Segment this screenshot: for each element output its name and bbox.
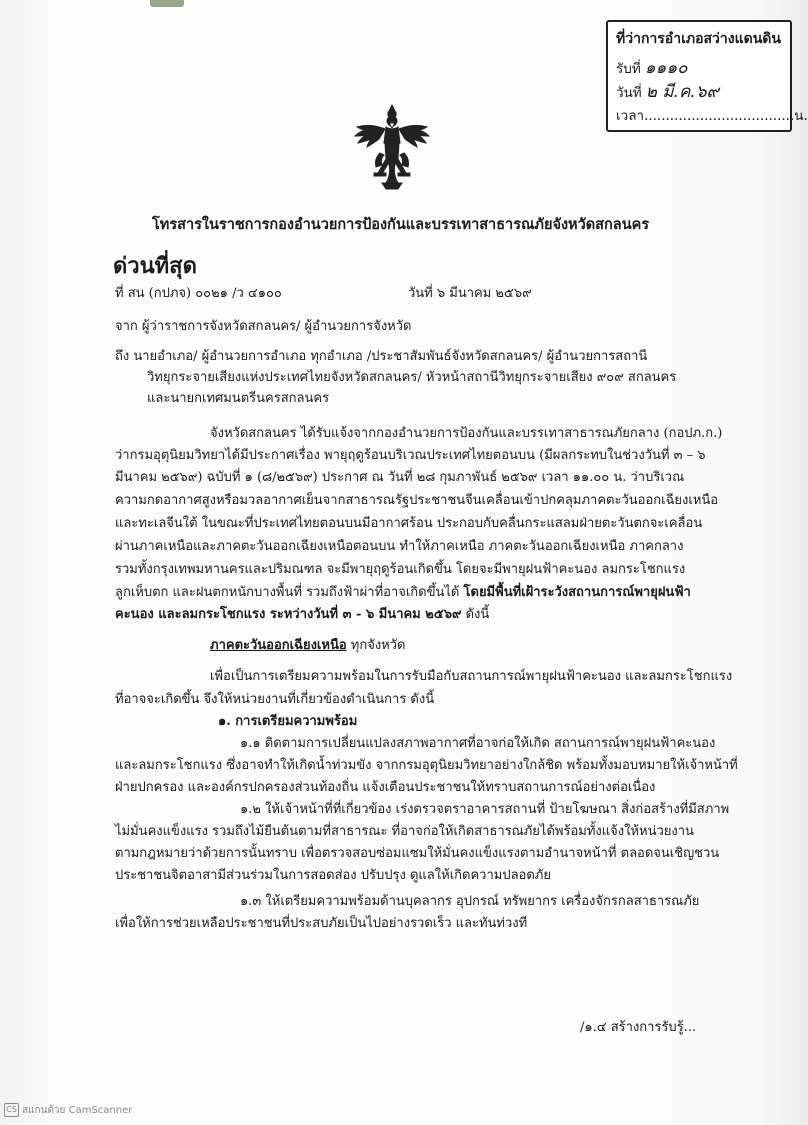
paragraph-1-line-8 [115,585,691,601]
stamp-received-row [616,54,687,81]
paragraph-1-line-7: รวมทั้งกรุงเทพมหานครและปริมณฑล จะมีพายุฤดูร้อนเกิดขึ้น โดยจะมีพายุฝนฟ้าคะนอง ลมกระโชกแรง [115,562,686,577]
paragraph-2-line-2: ที่อาจจะเกิดขึ้น จึงให้หน่วยงานที่เกี่ยวข้องดำเนินการ ดังนี้ [115,692,435,707]
paragraph-1-line-6: ผ่านภาคเหนือและภาคตะวันออกเฉียงเหนือตอนบน ทำให้ภาคเหนือ ภาคตะวันออกเฉียงเหนือ ภาคกลาง [115,539,684,554]
stamp-time-dots: ................................... [644,108,795,124]
stamp-time-label: เวลา [616,108,645,124]
to-line-3: และนายกเทศมนตรีนครสกลนคร [147,391,330,406]
garuda-emblem [352,103,432,193]
paragraph-2-line-1: เพื่อเป็นการเตรียมความพร้อมในการรับมือกับสถานการณ์พายุฝนฟ้าคะนอง และลมกระโชกแรง [210,669,733,684]
stamp-date-row [616,78,719,105]
document-date: วันที่ ๖ มีนาคม ๒๕๖๙ [408,286,532,301]
stamp-title: ที่ว่าการอำเภอสว่างแดนดิน [616,31,781,47]
region-heading-label: ภาคตะวันออกเฉียงเหนือ [210,638,347,653]
page-continuation: /๑.๔ สร้างการรับรู้... [580,1020,697,1035]
camscanner-logo-icon: CS [4,1103,19,1117]
to-line-2: วิทยุกระจายเสียงแห่งประเทศไทยจังหวัดสกลนคร/ หัวหน้าสถานีวิทยุกระจายเสียง ๙๐๙ สกลนคร [147,370,677,385]
paragraph-1-line-9-text: ดังนี้ [461,607,490,622]
scanner-watermark [4,1103,132,1118]
item-1-2-line-1: ๑.๒ ให้เจ้าหน้าที่ที่เกี่ยวข้อง เร่งตรวจตราอาคารสถานที่ ป้ายโฆษณา สิ่งก่อสร้างที่มีสภาพ [240,802,730,817]
section-1-heading: ๑. การเตรียมความพร้อม [218,714,358,729]
paragraph-1-line-8-bold: โดยมีพื้นที่เฝ้าระวังสถานการณ์พายุฝนฟ้า [463,585,691,600]
paragraph-1-line-9 [115,607,489,623]
region-heading [210,638,406,654]
paragraph-1-line-3: มีนาคม ๒๕๖๙) ฉบับที่ ๑ (๘/๒๕๖๙) ประกาศ ณ วันที่ ๒๘ กุมภาพันธ์ ๒๕๖๙ เวลา ๑๑.๐๐ น. ว่าบริเวณ [115,470,685,485]
region-heading-suffix: ทุกจังหวัด [346,638,406,653]
item-1-2-line-4: ประชาชนจิตอาสามีส่วนร่วมในการสอดส่อง ปรับปรุง ดูแลให้เกิดความปลอดภัย [115,868,551,883]
scanner-text: สแกนด้วย CamScanner [22,1105,133,1116]
urgency-label: ด่วนที่สุด [113,253,197,279]
paragraph-1-line-1: จังหวัดสกลนคร ได้รับแจ้งจากกองอำนวยการป้องกันและบรรเทาสาธารณภัยกลาง (กอปภ.ก.) [210,426,723,441]
from-line: จาก ผู้ว่าราชการจังหวัดสกลนคร/ ผู้อำนวยการจังหวัด [115,319,412,334]
item-1-1-line-1: ๑.๑ ติดตามการเปลี่ยนแปลงสภาพอากาศที่อาจก่อให้เกิด สถานการณ์พายุฝนฟ้าคะนอง [240,736,716,751]
item-1-2-line-2: ไม่มั่นคงแข็งแรง รวมถึงไม้ยืนต้นตามที่สาธารณะ ที่อาจก่อให้เกิดสาธารณภัยได้พร้อมทั้งแจ้งให้หน่วยงาน [115,824,694,839]
reference-number: ที่ สน (กปภจ) ๐๐๒๑ /ว ๔๑๐๐ [115,286,282,301]
paragraph-1-line-8-text: ลูกเห็บตก และฝนตกหนักบางพื้นที่ รวมถึงฟ้าผ่าที่อาจเกิดขึ้นได้ [115,585,464,600]
stamp-time-unit: น. [794,108,808,124]
paragraph-1-line-2: ว่ากรมอุตุนิยมวิทยาได้มีประกาศเรื่อง พายุฤดูร้อนบริเวณประเทศไทยตอนบน (มีผลกระทบในช่วงวันที่ ๓ – ๖ [115,448,706,463]
item-1-3-line-2: เพื่อให้การช่วยเหลือประชาชนที่ประสบภัยเป็นไปอย่างรวดเร็ว และทันท่วงที [115,916,528,931]
stamp-date-value: ๒ มี.ค.๖๙ [645,82,719,102]
stamp-received-label: รับที่ [616,61,641,77]
stamp-time-row [616,104,808,126]
paragraph-1-line-5: และทะเลจีนใต้ ในขณะที่ประเทศไทยตอนบนมีอากาศร้อน ประกอบกับคลื่นกระแสลมฝ่ายตะวันตกจะเคลื่อน [115,516,703,531]
received-stamp [606,20,808,132]
stamp-date-label: วันที่ [616,85,642,101]
item-1-1-line-2: และลมกระโชกแรง ซึ่งอาจทำให้เกิดน้ำท่วมขัง จากกรมอุตุนิยมวิทยาอย่างใกล้ชิด พร้อมทั้งมอบหมายให้เจ้าหน้าที่ [115,758,738,773]
item-1-3-line-1: ๑.๓ ให้เตรียมความพร้อมด้านบุคลากร อุปกรณ์ ทรัพยากร เครื่องจักรกลสาธารณภัย [240,894,700,909]
paragraph-1-line-4: ความกดอากาศสูงหรือมวลอากาศเย็นจากสาธารณรัฐประชาชนจีนเคลื่อนเข้าปกคลุมภาคตะวันออกเฉียงเหนือ [115,493,719,508]
item-1-2-line-3: ตามกฎหมายว่าด้วยการนั้นทราบ เพื่อตรวจสอบซ่อมแซมให้มั่นคงแข็งแรงตามอำนาจหน้าที่ ตลอดจนเชิญชวน [115,846,720,861]
stamp-received-value: ๑๑๑๐ [644,58,688,78]
paragraph-1-line-9-bold: คะนอง และลมกระโชกแรง ระหว่างวันที่ ๓ - ๖ มีนาคม ๒๕๖๙ [115,607,462,622]
page-edge-mark [150,0,184,7]
document-title: โทรสารในราชการกองอำนวยการป้องกันและบรรเทาสาธารณภัยจังหวัดสกลนคร [152,216,650,233]
to-line-1: ถึง นายอำเภอ/ ผู้อำนวยการอำเภอ ทุกอำเภอ /ประชาสัมพันธ์จังหวัดสกลนคร/ ผู้อำนวยการสถานี [115,349,648,364]
item-1-1-line-3: ฝ่ายปกครอง และองค์กรปกครองส่วนท้องถิ่น แจ้งเตือนประชาชนให้ทราบสถานการณ์อย่างต่อเนื่อง [115,780,656,795]
